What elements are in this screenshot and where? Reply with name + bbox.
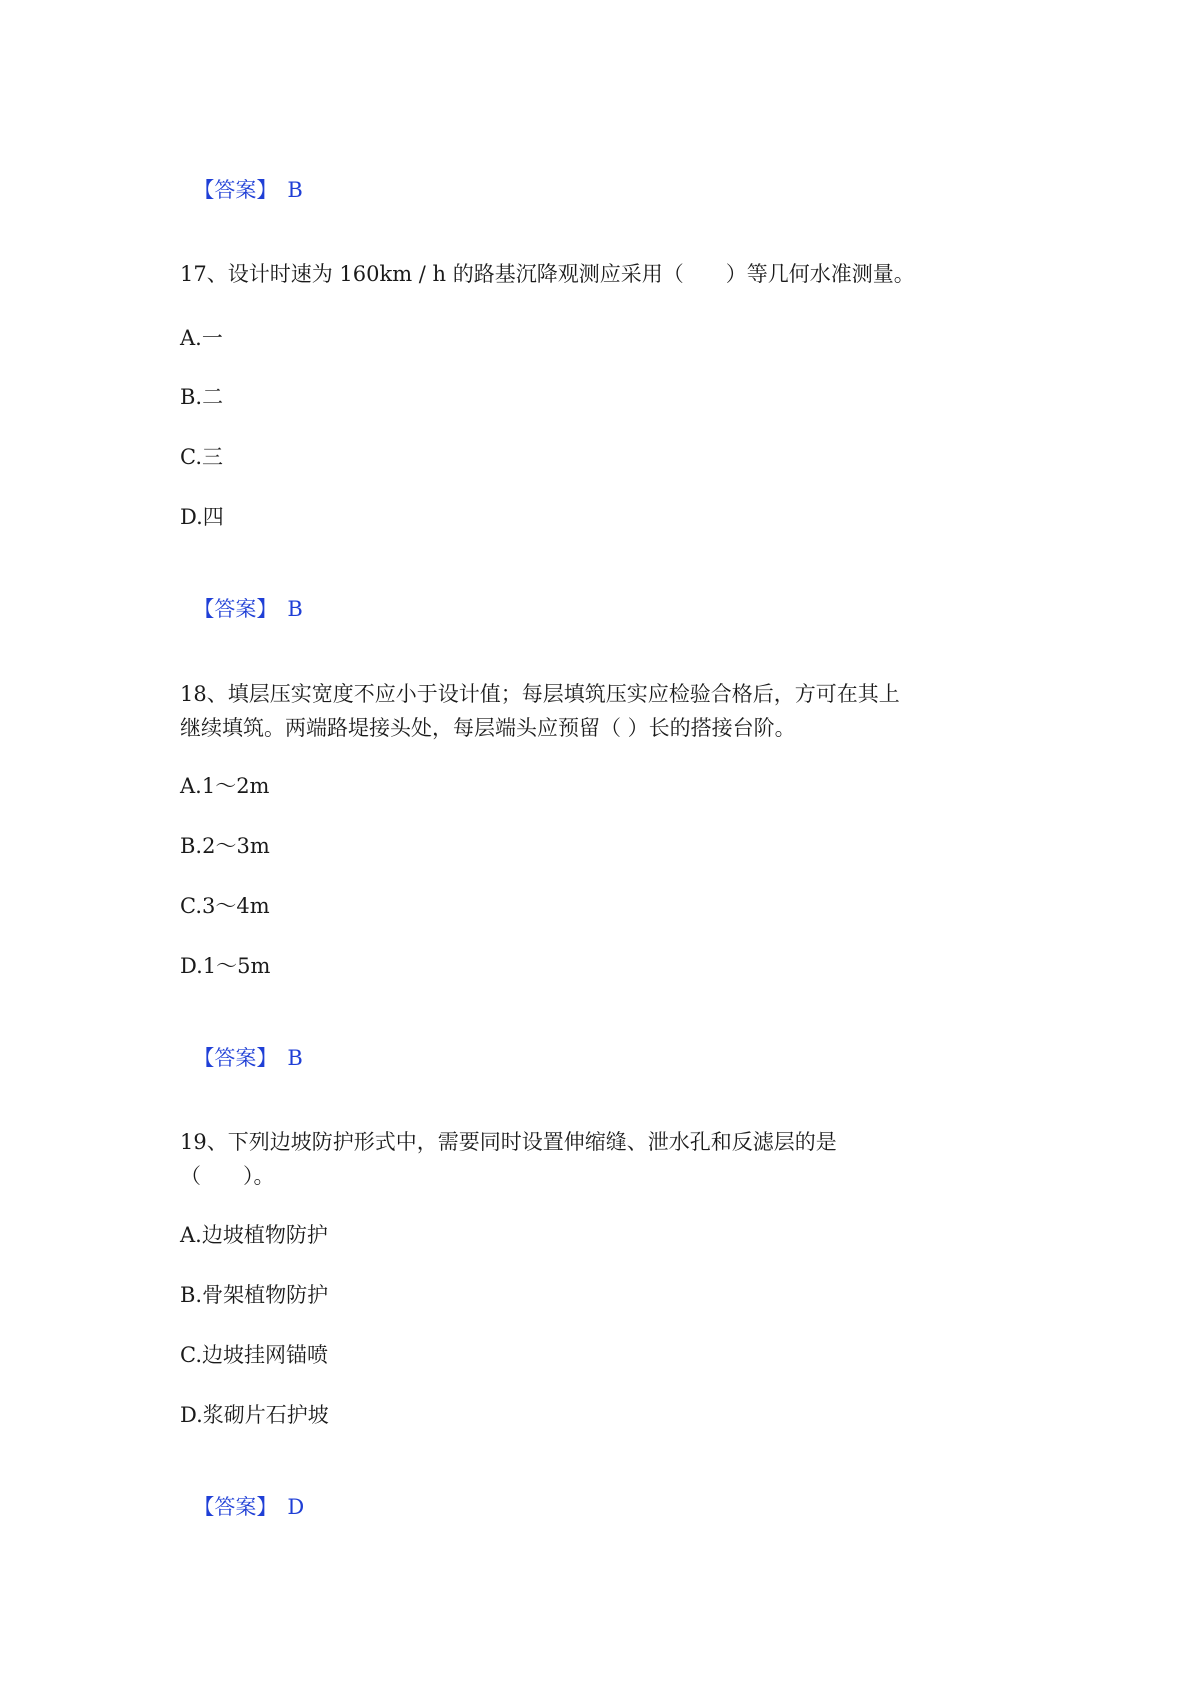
question-18-option-d: D.1～5m bbox=[180, 954, 271, 978]
answer-value: B bbox=[287, 597, 303, 621]
question-17-option-b: B.二 bbox=[180, 385, 224, 409]
answer-value: B bbox=[287, 178, 303, 202]
question-17-option-d: D.四 bbox=[180, 505, 224, 529]
answer-line-q18 bbox=[180, 1010, 303, 1074]
question-19-option-d: D.浆砌片石护坡 bbox=[180, 1403, 329, 1427]
question-19-stem-line2: （ ）。 bbox=[180, 1164, 275, 1188]
question-19-option-c: C.边坡挂网锚喷 bbox=[180, 1343, 328, 1367]
question-17-stem: 17、设计时速为 160km / h 的路基沉降观测应采用（ ）等几何水准测量。 bbox=[180, 262, 915, 286]
answer-label: 【答案】 bbox=[193, 1495, 278, 1519]
question-17-option-a: A.一 bbox=[180, 326, 223, 350]
answer-line-q19 bbox=[180, 1459, 304, 1523]
question-18-stem-line2: 继续填筑。两端路堤接头处，每层端头应预留（ ）长的搭接台阶。 bbox=[180, 716, 796, 740]
question-19-option-b: B.骨架植物防护 bbox=[180, 1283, 329, 1307]
question-17-option-c: C.三 bbox=[180, 445, 223, 469]
answer-label: 【答案】 bbox=[193, 597, 278, 621]
answer-value: B bbox=[287, 1046, 303, 1070]
answer-line-q17 bbox=[180, 561, 303, 625]
question-18-option-b: B.2～3m bbox=[180, 834, 270, 858]
answer-label: 【答案】 bbox=[193, 1046, 278, 1070]
answer-line-q16 bbox=[180, 142, 303, 206]
question-18-stem-line1: 18、填层压实宽度不应小于设计值；每层填筑压实应检验合格后，方可在其上 bbox=[180, 682, 900, 706]
answer-value: D bbox=[287, 1495, 305, 1519]
question-18-option-c: C.3～4m bbox=[180, 894, 270, 918]
question-18-option-a: A.1～2m bbox=[180, 774, 270, 798]
answer-label: 【答案】 bbox=[193, 178, 278, 202]
question-19-stem-line1: 19、下列边坡防护形式中，需要同时设置伸缩缝、泄水孔和反滤层的是 bbox=[180, 1130, 837, 1154]
question-19-option-a: A.边坡植物防护 bbox=[180, 1223, 328, 1247]
